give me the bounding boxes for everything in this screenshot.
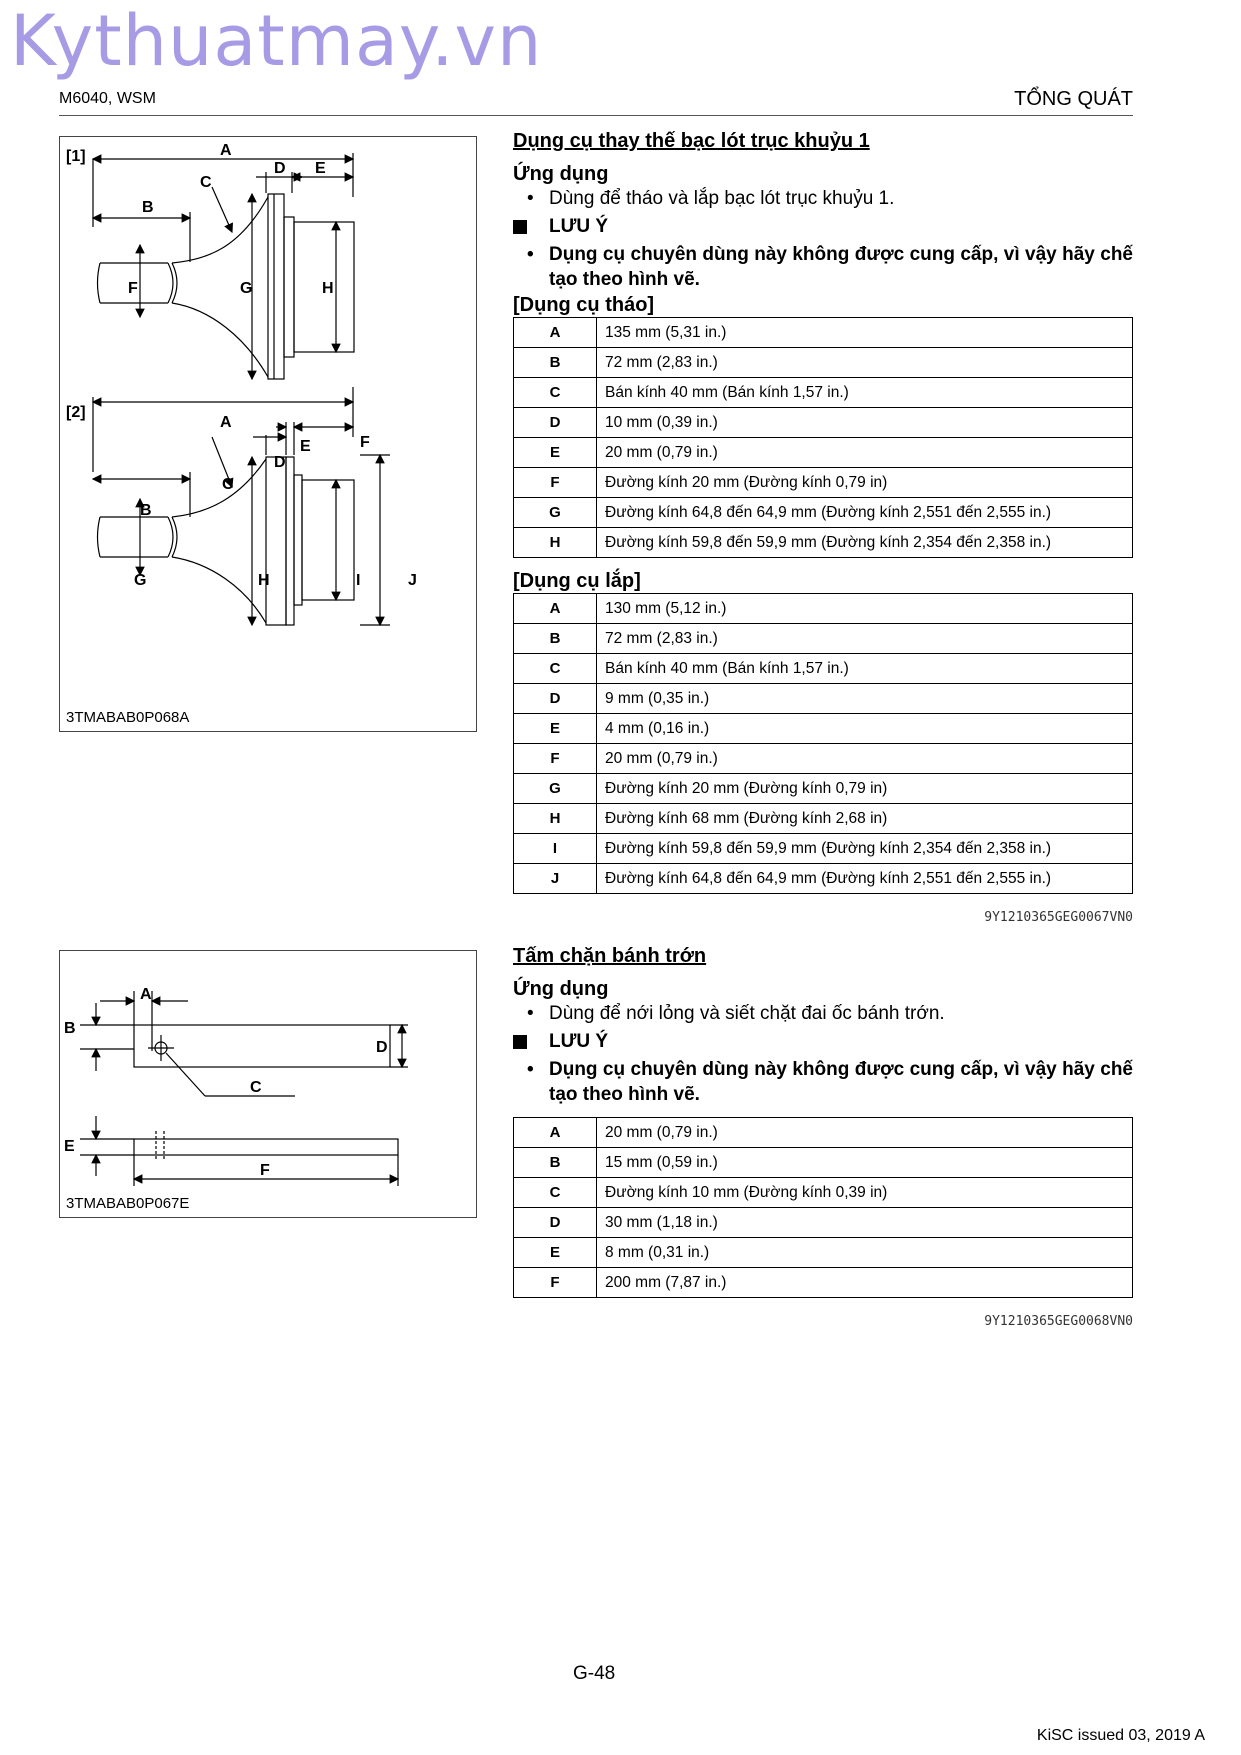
table-row bbox=[514, 834, 1133, 864]
table-row bbox=[514, 624, 1133, 654]
fig1-label-c: C bbox=[200, 174, 212, 191]
section1-note-heading bbox=[513, 216, 1133, 238]
section2-application-item: • Dùng để nới lỏng và siết chặt đai ốc bánh trớn. bbox=[527, 1003, 945, 1024]
figure-flywheel-stopper bbox=[59, 950, 477, 1218]
spec-value: 15 mm (0,59 in.) bbox=[597, 1148, 1133, 1178]
spec-key: E bbox=[514, 1238, 597, 1268]
section1-application-heading: Ứng dụng bbox=[513, 163, 609, 185]
spec-key: H bbox=[514, 528, 597, 558]
section1-note-label: LƯU Ý bbox=[549, 216, 609, 237]
install-tool-heading: [Dụng cụ lắp] bbox=[513, 570, 641, 592]
spec-value: Đường kính 20 mm (Đường kính 0,79 in) bbox=[597, 468, 1133, 498]
note-square-icon bbox=[513, 1035, 527, 1049]
crankshaft-tool-drawing bbox=[60, 137, 476, 731]
flywheel-stopper-table bbox=[513, 1117, 1133, 1298]
fig3-label-e: E bbox=[64, 1138, 75, 1155]
fig2-label-h: H bbox=[258, 572, 270, 589]
table-row bbox=[514, 804, 1133, 834]
table-row bbox=[514, 1268, 1133, 1298]
spec-value: 130 mm (5,12 in.) bbox=[597, 594, 1133, 624]
section1-note-item: • Dụng cụ chuyên dùng này không được cung cấp, vì vậy hãy chế tạo theo hình vẽ. bbox=[527, 244, 1133, 290]
note-square-icon bbox=[513, 220, 527, 234]
fig2-label-d: D bbox=[274, 454, 286, 471]
spec-key: A bbox=[514, 594, 597, 624]
table-row bbox=[514, 468, 1133, 498]
spec-value: 10 mm (0,39 in.) bbox=[597, 408, 1133, 438]
fig3-label-a: A bbox=[140, 986, 152, 1003]
spec-key: C bbox=[514, 654, 597, 684]
spec-value: 20 mm (0,79 in.) bbox=[597, 744, 1133, 774]
figure-crankshaft-bushing-tool bbox=[59, 136, 477, 732]
spec-value: 135 mm (5,31 in.) bbox=[597, 318, 1133, 348]
table-row bbox=[514, 438, 1133, 468]
table-row bbox=[514, 654, 1133, 684]
spec-value: 72 mm (2,83 in.) bbox=[597, 348, 1133, 378]
fig1-label-d: D bbox=[274, 160, 286, 177]
spec-value: Đường kính 10 mm (Đường kính 0,39 in) bbox=[597, 1178, 1133, 1208]
table-row bbox=[514, 684, 1133, 714]
fig3-label-c: C bbox=[250, 1079, 262, 1096]
section-crankshaft-bushing bbox=[513, 130, 1133, 925]
section1-note-text: Dụng cụ chuyên dùng này không được cung cấp, vì vậy hãy chế tạo theo hình vẽ. bbox=[549, 244, 1133, 290]
section1-application-item: • Dùng để tháo và lắp bạc lót trục khuỷu 1. bbox=[527, 188, 895, 209]
spec-key: A bbox=[514, 1118, 597, 1148]
spec-key: C bbox=[514, 378, 597, 408]
spec-key: F bbox=[514, 1268, 597, 1298]
spec-key: F bbox=[514, 468, 597, 498]
spec-key: H bbox=[514, 804, 597, 834]
fig3-label-b: B bbox=[64, 1020, 76, 1037]
fig2-label-f: F bbox=[360, 434, 370, 451]
table-row bbox=[514, 528, 1133, 558]
spec-key: J bbox=[514, 864, 597, 894]
page-number: G-48 bbox=[573, 1663, 616, 1684]
table-row bbox=[514, 348, 1133, 378]
spec-key: A bbox=[514, 318, 597, 348]
table-row bbox=[514, 1148, 1133, 1178]
fig2-label-a: A bbox=[220, 414, 232, 431]
spec-key: D bbox=[514, 1208, 597, 1238]
table-row bbox=[514, 1118, 1133, 1148]
fig-label-1: [1] bbox=[66, 148, 86, 165]
section-flywheel-stopper bbox=[513, 945, 1133, 1329]
table-row bbox=[514, 1178, 1133, 1208]
spec-value: Đường kính 68 mm (Đường kính 2,68 in) bbox=[597, 804, 1133, 834]
fig-label-2: [2] bbox=[66, 404, 86, 421]
section2-note-text: Dụng cụ chuyên dùng này không được cung cấp, vì vậy hãy chế tạo theo hình vẽ. bbox=[549, 1059, 1133, 1105]
fig2-label-b: B bbox=[140, 502, 152, 519]
spec-value: 20 mm (0,79 in.) bbox=[597, 438, 1133, 468]
spec-value: Đường kính 59,8 đến 59,9 mm (Đường kính 2,354 đến 2,358 in.) bbox=[597, 834, 1133, 864]
section1-doc-code: 9Y1210365GEG0067VN0 bbox=[984, 910, 1133, 925]
spec-key: E bbox=[514, 714, 597, 744]
spec-value: 9 mm (0,35 in.) bbox=[597, 684, 1133, 714]
flywheel-stopper-drawing bbox=[60, 951, 476, 1217]
removal-tool-heading: [Dụng cụ tháo] bbox=[513, 294, 655, 316]
table-row bbox=[514, 498, 1133, 528]
table-row bbox=[514, 408, 1133, 438]
fig2-label-g: G bbox=[134, 572, 147, 589]
section2-note-heading bbox=[513, 1031, 1133, 1053]
fig1-label-f: F bbox=[128, 280, 138, 297]
table-row bbox=[514, 594, 1133, 624]
spec-key: D bbox=[514, 684, 597, 714]
fig3-label-f: F bbox=[260, 1162, 270, 1179]
spec-key: B bbox=[514, 624, 597, 654]
removal-tool-table bbox=[513, 317, 1133, 558]
spec-key: G bbox=[514, 498, 597, 528]
issue-info: KiSC issued 03, 2019 A bbox=[1036, 1727, 1205, 1744]
figure-id-2: 3TMABAB0P067E bbox=[66, 1195, 190, 1212]
table-row bbox=[514, 774, 1133, 804]
spec-value: Đường kính 20 mm (Đường kính 0,79 in) bbox=[597, 774, 1133, 804]
fig2-label-j: J bbox=[408, 572, 417, 589]
figure-id-1: 3TMABAB0P068A bbox=[66, 709, 190, 726]
fig1-label-g: G bbox=[240, 280, 253, 297]
section2-application-text: Dùng để nới lỏng và siết chặt đai ốc bánh trớn. bbox=[549, 1003, 945, 1024]
section1-application-text: Dùng để tháo và lắp bạc lót trục khuỷu 1. bbox=[549, 188, 895, 209]
fig3-label-d: D bbox=[376, 1039, 388, 1056]
spec-key: D bbox=[514, 408, 597, 438]
section2-doc-code: 9Y1210365GEG0068VN0 bbox=[984, 1314, 1133, 1329]
header-divider bbox=[59, 115, 1133, 116]
table-row bbox=[514, 378, 1133, 408]
table-row bbox=[514, 1208, 1133, 1238]
spec-value: 200 mm (7,87 in.) bbox=[597, 1268, 1133, 1298]
install-tool-table bbox=[513, 593, 1133, 894]
header-section-title: TỔNG QUÁT bbox=[1014, 88, 1133, 110]
table-row bbox=[514, 714, 1133, 744]
spec-value: Bán kính 40 mm (Bán kính 1,57 in.) bbox=[597, 654, 1133, 684]
spec-value: 8 mm (0,31 in.) bbox=[597, 1238, 1133, 1268]
spec-value: Đường kính 64,8 đến 64,9 mm (Đường kính 2,551 đến 2,555 in.) bbox=[597, 498, 1133, 528]
spec-key: G bbox=[514, 774, 597, 804]
spec-key: B bbox=[514, 348, 597, 378]
spec-key: E bbox=[514, 438, 597, 468]
section1-title: Dụng cụ thay thế bạc lót trục khuỷu 1 bbox=[513, 130, 870, 152]
table-row bbox=[514, 744, 1133, 774]
fig2-label-i: I bbox=[356, 572, 361, 589]
section2-application-heading: Ứng dụng bbox=[513, 978, 609, 1000]
section2-note-label: LƯU Ý bbox=[549, 1031, 609, 1052]
spec-value: 30 mm (1,18 in.) bbox=[597, 1208, 1133, 1238]
fig2-label-c: C bbox=[222, 476, 234, 493]
spec-value: Đường kính 59,8 đến 59,9 mm (Đường kính 2,354 đến 2,358 in.) bbox=[597, 528, 1133, 558]
header-manual-id: M6040, WSM bbox=[59, 90, 156, 107]
fig1-label-h: H bbox=[322, 280, 334, 297]
spec-value: Đường kính 64,8 đến 64,9 mm (Đường kính 2,551 đến 2,555 in.) bbox=[597, 864, 1133, 894]
fig1-label-a: A bbox=[220, 142, 232, 159]
section2-note-item: • Dụng cụ chuyên dùng này không được cung cấp, vì vậy hãy chế tạo theo hình vẽ. bbox=[527, 1059, 1133, 1105]
watermark: Kythuatmay.vn bbox=[10, 0, 543, 82]
spec-value: 20 mm (0,79 in.) bbox=[597, 1118, 1133, 1148]
spec-value: Bán kính 40 mm (Bán kính 1,57 in.) bbox=[597, 378, 1133, 408]
table-row bbox=[514, 318, 1133, 348]
fig1-label-e: E bbox=[315, 160, 326, 177]
spec-key: B bbox=[514, 1148, 597, 1178]
fig2-label-e: E bbox=[300, 438, 311, 455]
spec-value: 72 mm (2,83 in.) bbox=[597, 624, 1133, 654]
section2-title: Tấm chặn bánh trớn bbox=[513, 945, 707, 967]
spec-key: I bbox=[514, 834, 597, 864]
fig1-label-b: B bbox=[142, 199, 154, 216]
spec-value: 4 mm (0,16 in.) bbox=[597, 714, 1133, 744]
spec-key: F bbox=[514, 744, 597, 774]
table-row bbox=[514, 864, 1133, 894]
spec-key: C bbox=[514, 1178, 597, 1208]
table-row bbox=[514, 1238, 1133, 1268]
